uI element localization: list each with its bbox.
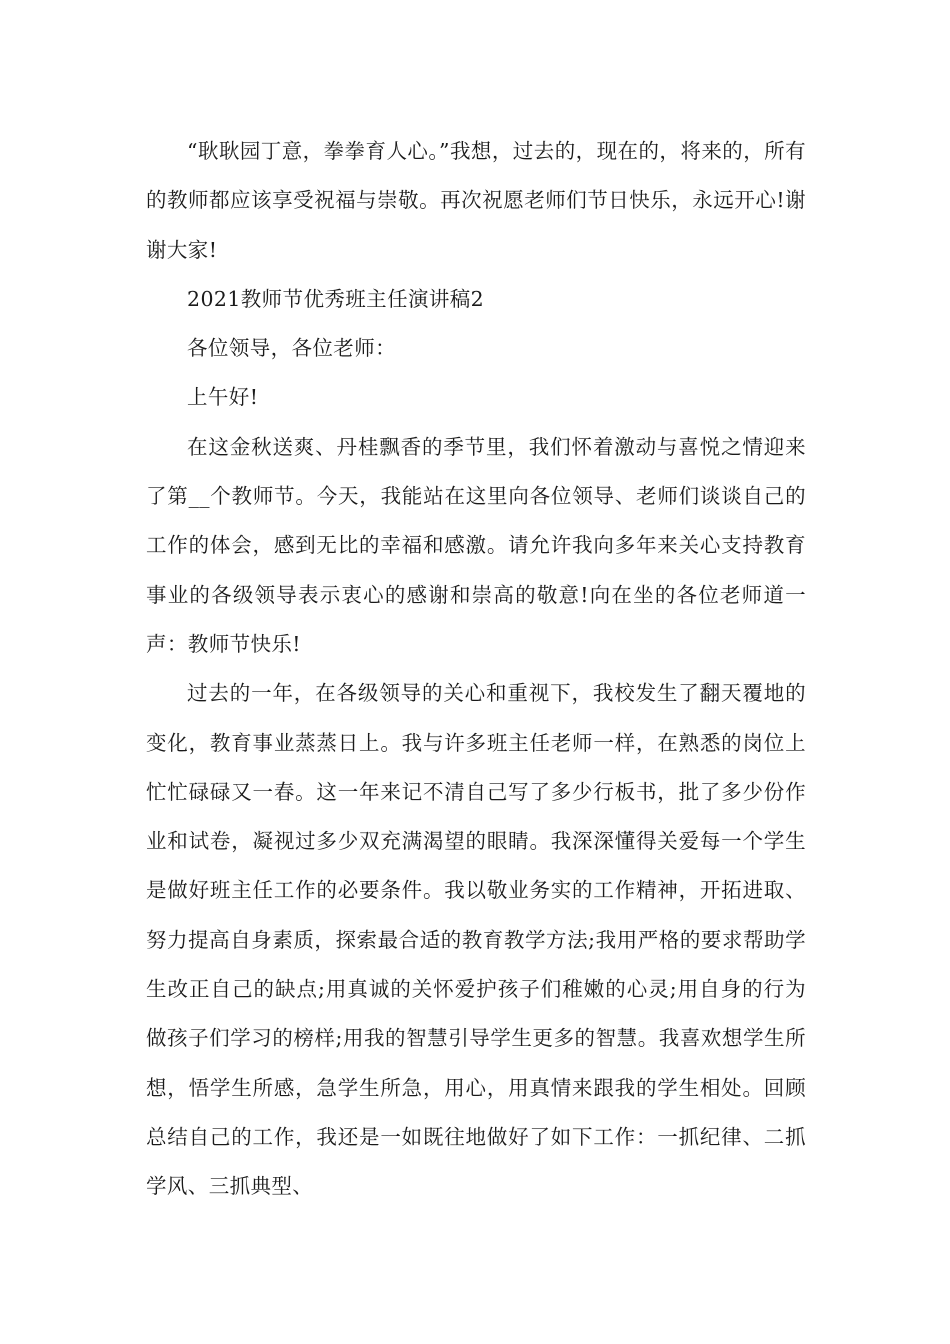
greeting: 上午好!: [187, 385, 259, 410]
body-paragraph-2: 过去的一年，在各级领导的关心和重视下，我校发生了翻天覆地的变化，教育事业蒸蒸日上。我与许多班主任老师一样，在熟悉的岗位上忙忙碌碌又一春。这一年来记不清自己写了多少行板书，批了多少份作业和试卷，凝视过多少双充满渴望的眼睛。我深深懂得关爱每一个学生是做好班主任工作的必要条件。我以敬业务实的工作精神，开拓进取、努力提高自身素质，探索最合适的教育教学方法;我用严格的要求帮助学生改正自己的缺点;用真诚的关怀爱护孩子们稚嫩的心灵;用自身的行为做孩子们学习的榜样;用我的智慧引导学生更多的智慧。我喜欢想学生所想，悟学生所感，急学生所急，用心，用真情来跟我的学生相处。回顾总结自己的工作，我还是一如既往地做好了如下工作：一抓纪律、二抓学风、三抓典型、: [146, 681, 806, 1199]
salutation: 各位领导，各位老师：: [187, 336, 396, 361]
document-body: [146, 127, 806, 1212]
body-paragraph-1: 在这金秋送爽、丹桂飘香的季节里，我们怀着激动与喜悦之情迎来了第__个教师节。今天，我能站在这里向各位领导、老师们谈谈自己的工作的体会，感到无比的幸福和感激。请允许我向多年来关心支持教育事业的各级领导表示衷心的感谢和崇高的敬意!向在坐的各位老师道一声：教师节快乐!: [146, 434, 806, 656]
closing-paragraph: “耿耿园丁意，拳拳育人心。”我想，过去的，现在的，将来的，所有的教师都应该享受祝福与崇敬。再次祝愿老师们节日快乐，永远开心!谢谢大家!: [146, 139, 806, 262]
speech-title: 2021教师节优秀班主任演讲稿2: [187, 286, 485, 311]
